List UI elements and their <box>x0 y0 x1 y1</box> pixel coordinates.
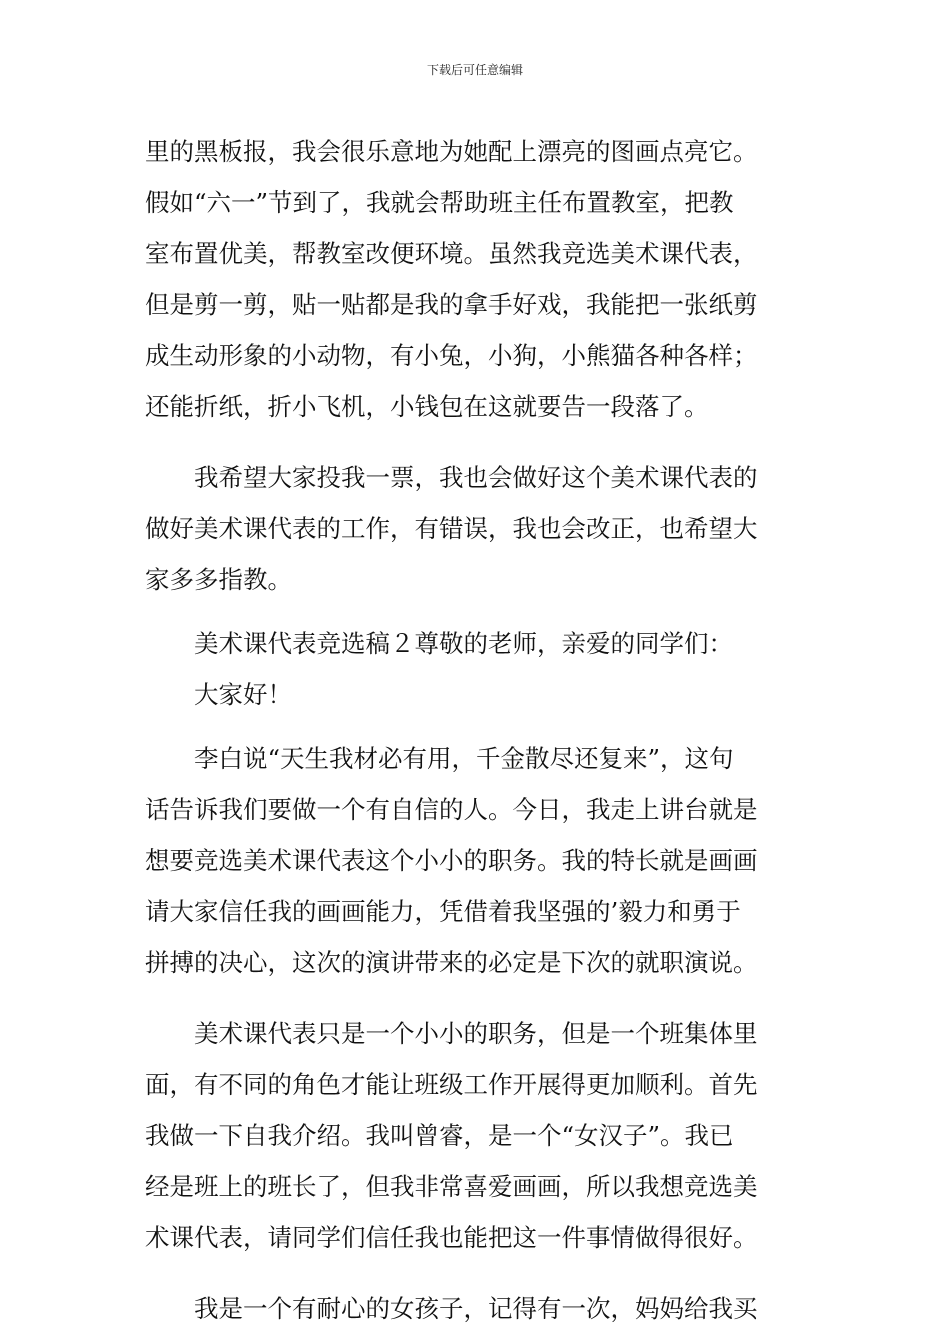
text-line: 美术课代表只是一个小小的职务，但是一个班集体里 <box>194 1019 758 1048</box>
document-body <box>145 126 810 1334</box>
text-line: 话告诉我们要做一个有自信的人。今日，我走上讲台就是 <box>145 795 758 824</box>
text-line: 经是班上的班长了，但我非常喜爱画画，所以我想竞选美 <box>145 1172 758 1201</box>
text-line: 美术课代表竞选稿２尊敬的老师，亲爱的同学们： <box>194 629 733 658</box>
text-line: 我做一下自我介绍。我叫曾睿，是一个“女汉子”。我已 <box>145 1121 734 1150</box>
text-line: 做好美术课代表的工作，有错误，我也会改正，也希望大 <box>145 514 758 543</box>
paragraph-7 <box>145 1283 810 1334</box>
page-header: 下载后可任意编辑 <box>426 63 523 77</box>
text-line: 还能折纸，折小飞机，小钱包在这就要告一段落了。 <box>145 392 709 421</box>
text-line: 假如“六一”节到了，我就会帮助班主任布置教室，把教 <box>145 188 734 217</box>
text-line: 里的黑板报，我会很乐意地为她配上漂亮的图画点亮它。 <box>145 137 758 166</box>
text-line: 请大家信任我的画画能力，凭借着我坚强的’毅力和勇于 <box>145 897 741 926</box>
text-line: 拼搏的决心，这次的演讲带来的必定是下次的就职演说。 <box>145 948 758 977</box>
text-line: 家多多指教。 <box>145 565 292 594</box>
text-line: 想要竞选美术课代表这个小小的职务。我的特长就是画画 <box>145 846 758 875</box>
text-line: 我是一个有耐心的女孩子，记得有一次，妈妈给我买 <box>194 1294 758 1323</box>
text-line: 面，有不同的角色才能让班级工作开展得更加顺利。首先 <box>145 1070 758 1099</box>
paragraph-2 <box>145 452 810 605</box>
paragraph-5 <box>145 733 810 988</box>
text-line: 术课代表，请同学们信任我也能把这一件事情做得很好。 <box>145 1223 758 1252</box>
paragraph-1 <box>145 126 810 432</box>
text-line: 李白说“天生我材必有用，千金散尽还复来”，这句 <box>194 744 734 773</box>
paragraph-3 <box>145 618 810 669</box>
text-line: 成生动形象的小动物，有小兔，小狗，小熊猫各种各样； <box>145 341 758 370</box>
text-line: 室布置优美，帮教室改便环境。虽然我竞选美术课代表， <box>145 239 758 268</box>
paragraph-6 <box>145 1008 810 1263</box>
paragraph-4 <box>145 669 810 720</box>
text-line: 但是剪一剪，贴一贴都是我的拿手好戏，我能把一张纸剪 <box>145 290 758 319</box>
text-line: 我希望大家投我一票，我也会做好这个美术课代表的 <box>194 463 758 492</box>
text-line: 大家好！ <box>194 680 292 709</box>
